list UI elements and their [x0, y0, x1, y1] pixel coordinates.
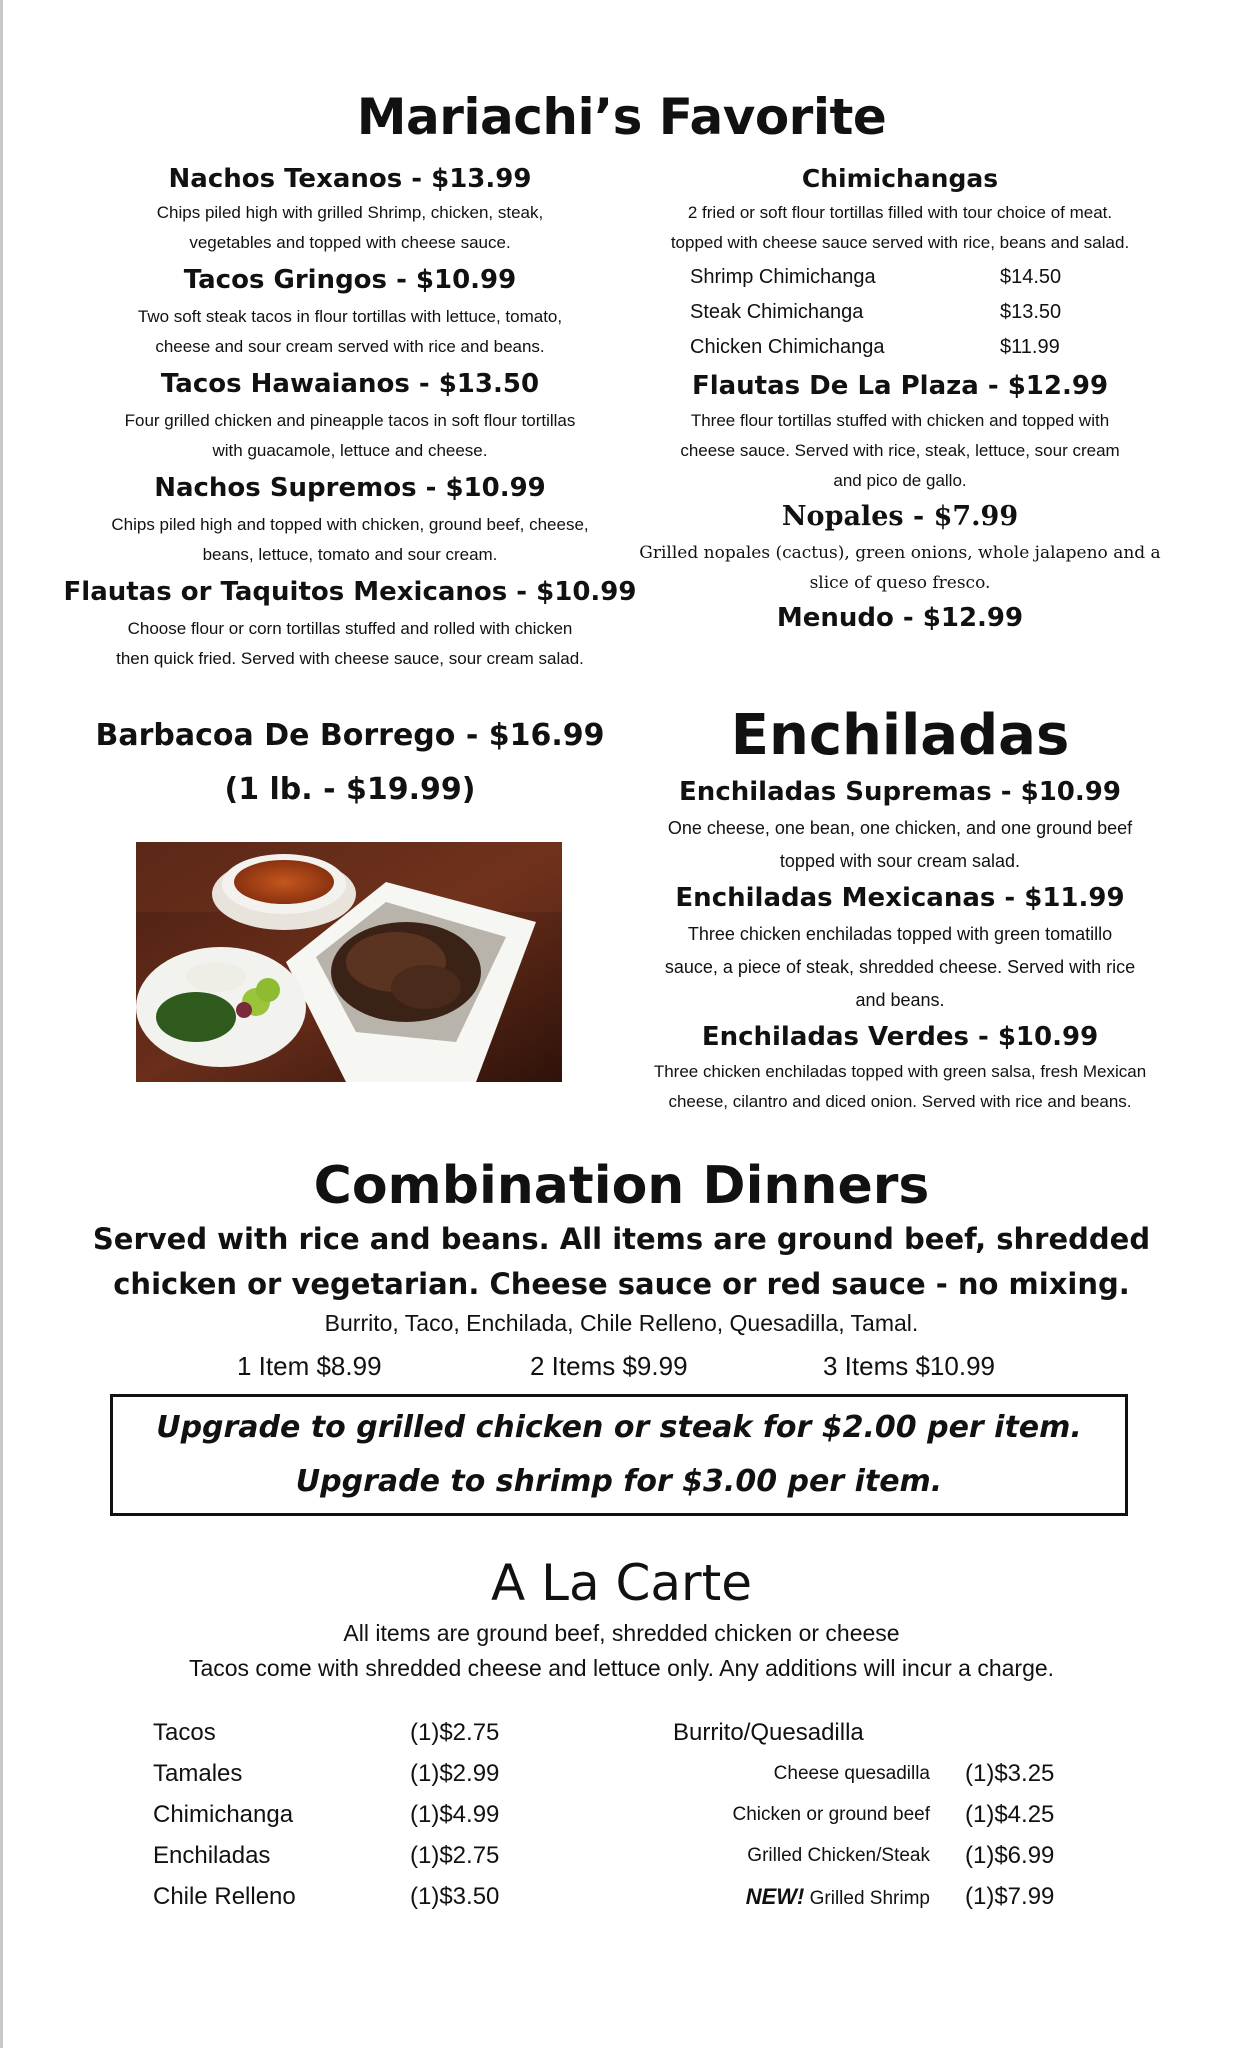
item-price: (1)$3.50 — [410, 1883, 500, 1910]
upgrade-line: Upgrade to shrimp for $3.00 per item. — [295, 1464, 943, 1499]
item-title: Enchiladas Mexicanas - $11.99 — [675, 883, 1125, 913]
item-title: Flautas or Taquitos Mexicanos - $10.99 — [63, 577, 637, 607]
alacarte-notes — [0, 1616, 1243, 1686]
item-price: (1)$2.75 — [410, 1719, 500, 1746]
item-desc: then quick fried. Served with cheese sauce, sour cream salad. — [116, 649, 584, 668]
enchiladas-heading: Enchiladas — [730, 703, 1070, 768]
favorites-heading: Mariachi’s Favorite — [356, 88, 887, 146]
item-price: (1)$4.99 — [410, 1801, 500, 1828]
combination-sub-line: Served with rice and beans. All items are ground beef, shredded — [92, 1222, 1151, 1256]
item-title: Nopales - $7.99 — [781, 501, 1019, 532]
barbacoa-subtitle: (1 lb. - $19.99) — [224, 772, 476, 807]
enchiladas-list — [620, 772, 1180, 1117]
item-desc: 2 fried or soft flour tortillas filled with tour choice of meat. — [687, 203, 1113, 222]
item-price: (1)$3.25 — [965, 1760, 1055, 1787]
combination-price-2: 2 Items $9.99 — [530, 1351, 688, 1381]
favorites-right-column — [620, 160, 1180, 638]
list-item — [1000, 260, 1061, 365]
combination-price-1: 1 Item $8.99 — [237, 1351, 382, 1381]
combination-price-3: 3 Items $10.99 — [823, 1351, 995, 1381]
item-desc: sauce, a piece of steak, shredded cheese. Served with rice — [664, 957, 1136, 977]
item-name: Shrimp Chimichanga — [690, 266, 876, 288]
combination-subheading — [0, 1217, 1243, 1307]
combination-sub-line: chicken or vegetarian. Cheese sauce or red sauce - no mixing. — [113, 1267, 1130, 1301]
item-desc: cheese sauce. Served with rice, steak, lettuce, sour cream — [680, 441, 1120, 460]
list-item: Chicken or ground beef — [732, 1804, 930, 1825]
combination-heading: Combination Dinners — [313, 1156, 930, 1216]
alacarte-left-names — [153, 1712, 296, 1917]
alacarte-heading: A La Carte — [491, 1554, 752, 1612]
favorites-left-column — [60, 160, 640, 674]
item-title: Tacos Hawaianos - $13.50 — [160, 369, 540, 399]
new-badge: NEW! — [745, 1884, 805, 1909]
item-desc: Three chicken enchiladas topped with green tomatillo — [687, 924, 1113, 944]
list-item: Grilled Chicken/Steak — [747, 1845, 930, 1866]
barbacoa-title: Barbacoa De Borrego - $16.99 — [95, 718, 605, 753]
chimichangas-title: Chimichangas — [801, 164, 999, 193]
item-title: Menudo - $12.99 — [776, 603, 1024, 633]
item-desc: cheese, cilantro and diced onion. Served with rice and beans. — [668, 1092, 1132, 1111]
alacarte-right-header: Burrito/Quesadilla — [673, 1719, 864, 1746]
list-item: Tamales — [153, 1760, 243, 1787]
item-desc: Three chicken enchiladas topped with green salsa, fresh Mexican — [653, 1062, 1147, 1081]
upgrade-box — [110, 1394, 1128, 1516]
item-name: Grilled Shrimp — [809, 1888, 930, 1909]
upgrade-line: Upgrade to grilled chicken or steak for $2.00 per item. — [156, 1410, 1082, 1445]
item-title: Tacos Gringos - $10.99 — [183, 265, 517, 295]
list-item: Tacos — [153, 1719, 216, 1746]
item-title: Nachos Supremos - $10.99 — [154, 473, 546, 503]
item-desc: vegetables and topped with cheese sauce. — [189, 233, 511, 252]
barbacoa-photo-illustration — [136, 842, 562, 1082]
alacarte-right-prices — [965, 1753, 1054, 1917]
item-desc: Chips piled high and topped with chicken, ground beef, cheese, — [111, 515, 589, 534]
item-price: $11.99 — [1000, 336, 1060, 358]
list-item: Cheese quesadilla — [773, 1763, 930, 1784]
item-desc: and pico de gallo. — [833, 471, 967, 490]
item-desc: with guacamole, lettuce and cheese. — [212, 441, 488, 460]
barbacoa-photo — [136, 842, 562, 1082]
item-desc: beans, lettuce, tomato and sour cream. — [202, 545, 498, 564]
item-desc: cheese and sour cream served with rice and beans. — [155, 337, 545, 356]
item-title: Enchiladas Supremas - $10.99 — [679, 777, 1121, 807]
chimichanga-price-list — [620, 260, 1180, 366]
alacarte-left-prices — [410, 1712, 499, 1917]
item-price: (1)$4.25 — [965, 1801, 1055, 1828]
item-title: Flautas De La Plaza - $12.99 — [691, 371, 1109, 401]
item-desc: Four grilled chicken and pineapple tacos in soft flour tortillas — [124, 411, 576, 430]
list-item: Enchiladas — [153, 1842, 271, 1869]
list-item — [690, 260, 885, 365]
item-title: Enchiladas Verdes - $10.99 — [701, 1022, 1099, 1052]
item-desc: slice of queso fresco. — [809, 573, 991, 593]
item-desc: and beans. — [855, 990, 945, 1010]
item-price: $14.50 — [1000, 266, 1062, 288]
list-item — [640, 1876, 930, 1919]
page-edge — [0, 0, 3, 2048]
combination-choices: Burrito, Taco, Enchilada, Chile Relleno, Quesadilla, Tamal. — [324, 1310, 919, 1336]
item-price: (1)$6.99 — [965, 1842, 1055, 1869]
alacarte-note: Tacos come with shredded cheese and lettuce only. Any additions will incur a charge. — [188, 1655, 1055, 1681]
item-desc: topped with sour cream salad. — [779, 851, 1021, 871]
item-title: Nachos Texanos - $13.99 — [168, 164, 532, 194]
alacarte-note: All items are ground beef, shredded chicken or cheese — [343, 1620, 900, 1646]
list-item: Chimichanga — [153, 1801, 294, 1828]
item-name: Chicken Chimichanga — [690, 336, 885, 358]
item-desc: Chips piled high with grilled Shrimp, chicken, steak, — [156, 203, 544, 222]
item-desc: Grilled nopales (cactus), green onions, whole jalapeno and a — [639, 543, 1161, 563]
item-price: $13.50 — [1000, 301, 1062, 323]
item-desc: Choose flour or corn tortillas stuffed and rolled with chicken — [127, 619, 573, 638]
alacarte-right-names — [640, 1753, 930, 1919]
item-desc: One cheese, one bean, one chicken, and one ground beef — [667, 818, 1133, 838]
item-name: Steak Chimichanga — [690, 301, 864, 323]
item-price: (1)$7.99 — [965, 1883, 1055, 1910]
item-desc: Two soft steak tacos in flour tortillas with lettuce, tomato, — [137, 307, 563, 326]
item-price: (1)$2.75 — [410, 1842, 500, 1869]
item-desc: Three flour tortillas stuffed with chicken and topped with — [690, 411, 1110, 430]
item-desc: topped with cheese sauce served with rice, beans and salad. — [670, 233, 1130, 252]
item-price: (1)$2.99 — [410, 1760, 500, 1787]
list-item: Chile Relleno — [153, 1883, 296, 1910]
